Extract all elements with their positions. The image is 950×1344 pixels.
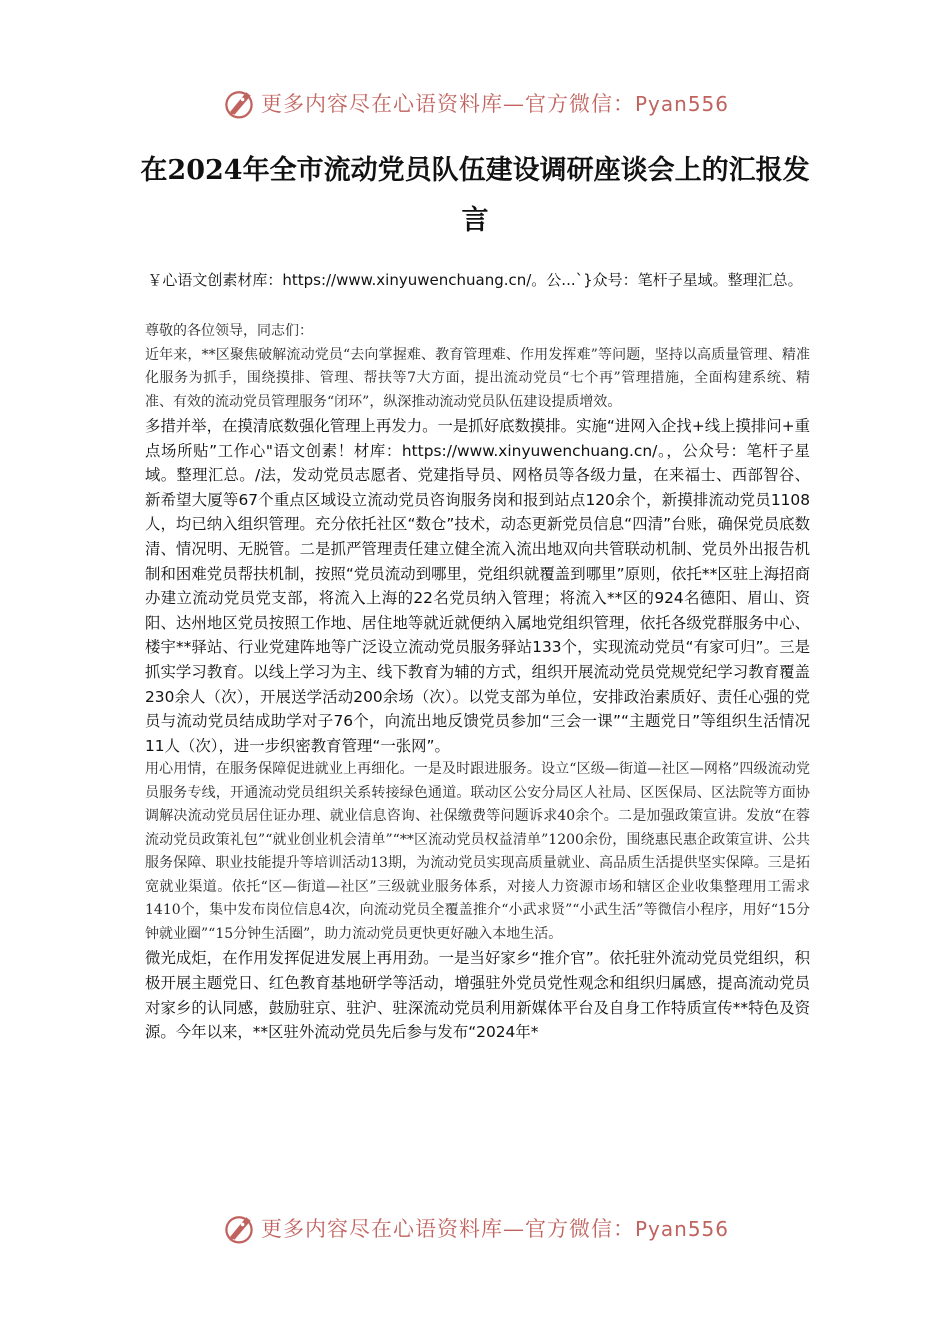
banner-text: 更多内容尽在心语资料库—官方微信：Pyan556 xyxy=(260,1217,729,1241)
paragraph-role: 微光成炬，在作用发挥促进发展上再用劲。一是当好家乡“推介官”。依托驻外流动党员党组织，积极开展主题党日、红色教育基地研学等活动，增强驻外党员党性观念和组织归属感，提高流动党员对家乡的认同感，鼓励驻京、驻沪、驻深流动党员利用新媒体平台及自身工作特质宣传**特色及资源。今年以来，**区驻外流动党员先后参与发布“2024年* xyxy=(145,949,810,1042)
document-body xyxy=(145,320,810,1045)
document-title: 在2024年全市流动党员队伍建设调研座谈会上的汇报发言 xyxy=(140,155,810,236)
salutation: 尊敬的各位领导，同志们： xyxy=(145,323,313,339)
footer-banner xyxy=(0,1208,950,1248)
banner-text: 更多内容尽在心语资料库—官方微信：Pyan556 xyxy=(260,92,729,116)
header-banner xyxy=(0,83,950,123)
pen-nib-circle-icon xyxy=(221,1210,257,1246)
paragraph-management: 多措并举，在摸清底数强化管理上再发力。一是抓好底数摸排。实施“进网入企找+线上摸排问+重点场所贴”工作心"语文创素！材库：https://www.xinyuwenchuang.cn/。，公众号：笔杆子星域。整理汇总。/法，发动党员志愿者、党建指导员、网格员等各级力量，在来福士、西部智谷、新希望大厦等67个重点区域设立流动党员咨询服务岗和报到站点120余个，新摸排流动党员1108人，均已纳入组织管理。充分依托社区“数仓”技术，动态更新党员信息“四清”台账，确保党员底数清、情况明、无脱管。二是抓严管理责任建立健全流入流出地双向共管联动机制、党员外出报告机制和困难党员帮扶机制，按照“党员流动到哪里，党组织就覆盖到哪里”原则，依托**区驻上海招商办建立流动党员党支部，将流入上海的22名党员纳入管理；将流入**区的924名德阳、眉山、资阳、达州地区党员按照工作地、居住地等就近就便纳入属地党组织管理，依托各级党群服务中心、楼宇**驿站、行业党建阵地等广泛设立流动党员服务驿站133个，实现流动党员“有家可归”。三是抓实学习教育。以线上学习为主、线下教育为辅的方式，组织开展流动党员党规党纪学习教育覆盖230余人（次），开展送学活动200余场（次）。以党支部为单位，安排政治素质好、责任心强的党员与流动党员结成助学对子76个，向流出地反馈党员参加“三会一课”“主题党日”等组织生活情况11人（次），进一步织密教育管理“一张网”。 xyxy=(145,417,810,755)
wechat-id: Pyan556 xyxy=(634,1217,729,1241)
wechat-id: Pyan556 xyxy=(634,92,729,116)
source-note: ￥心语文创素材库：https://www.xinyuwenchuang.cn/。公...`}众号：笔杆子星域。整理汇总。 xyxy=(147,271,803,289)
paragraph-service: 用心用情，在服务保障促进就业上再细化。一是及时跟进服务。设立“区级—街道—社区—网格”四级流动党员服务专线，开通流动党员组织关系转接绿色通道。联动区公安分局区人社局、区医保局、区法院等方面协调解决流动党员居住证办理、就业信息咨询、社保缴费等问题诉求40余个。二是加强政策宣讲。发放“在蓉流动党员政策礼包”“就业创业机会清单”“**区流动党员权益清单”1200余份，围绕惠民惠企政策宣讲、公共服务保障、职业技能提升等培训活动13期，为流动党员实现高质量就业、高品质生活提供坚实保障。三是拓宽就业渠道。依托“区—街道—社区”三级就业服务体系，对接人力资源市场和辖区企业收集整理用工需求1410个，集中发布岗位信息4次，向流动党员全覆盖推介“小武求贤”“小武生活”等微信小程序，用好“15分钟就业圈”“15分钟生活圈”，助力流动党员更快更好融入本地生活。 xyxy=(145,761,810,942)
paragraph-intro: 近年来，**区聚焦破解流动党员“去向掌握难、教育管理难、作用发挥难”等问题，坚持以高质量管理、精准化服务为抓手，围绕摸排、管理、帮扶等7大方面，提出流动党员“七个再”管理措施，全面构建系统、精准、有效的流动党员管理服务“闭环”，纵深推动流动党员队伍建设提质增效。 xyxy=(145,346,810,410)
pen-nib-circle-icon xyxy=(221,85,257,121)
